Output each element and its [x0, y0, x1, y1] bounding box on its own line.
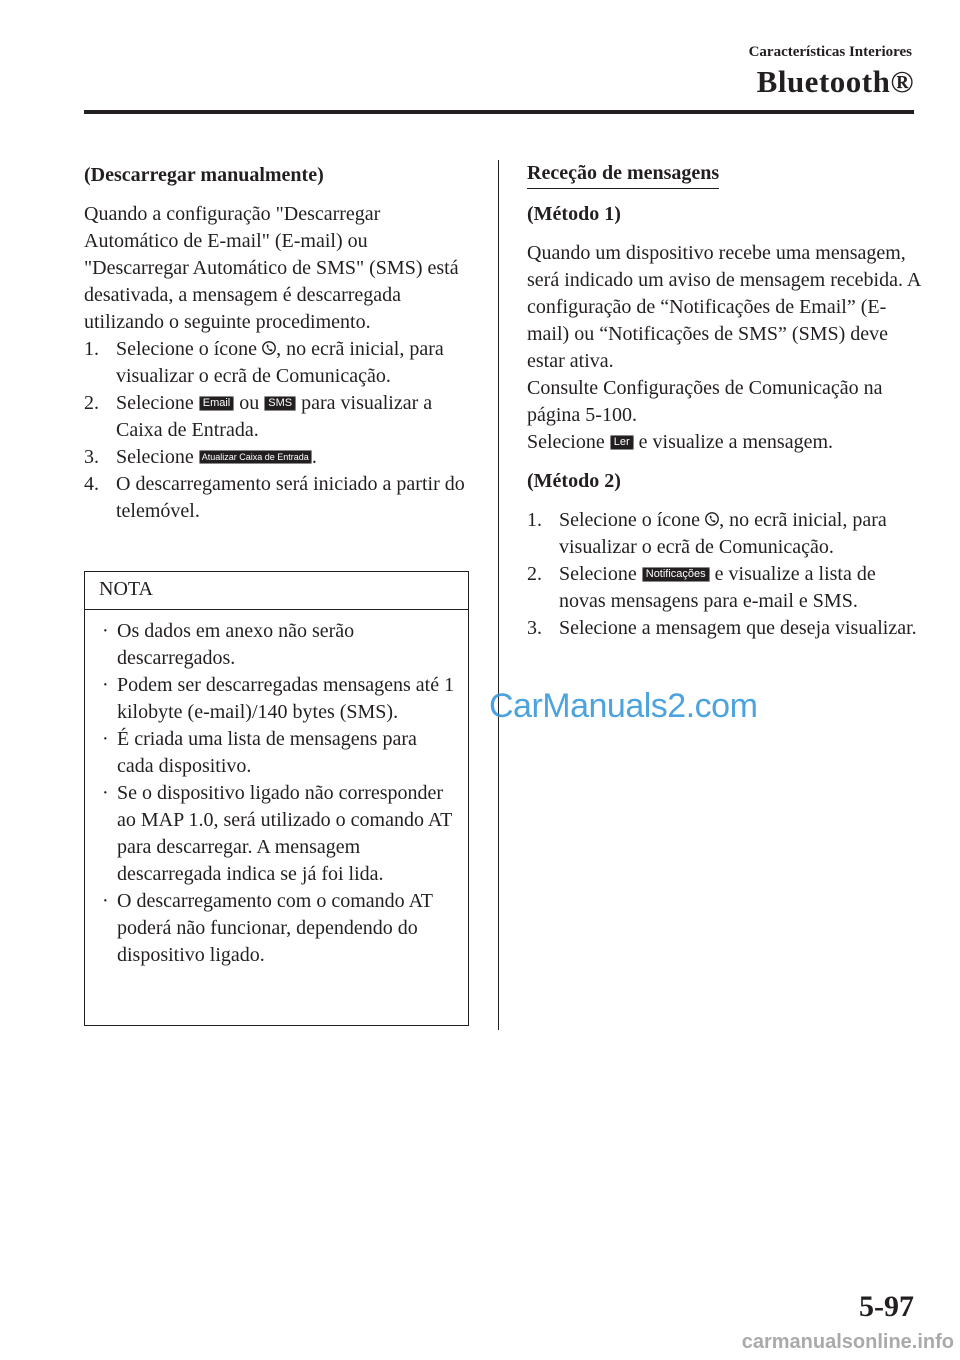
step-number: 1.	[527, 509, 542, 531]
step-text: Selecione o ícone	[559, 509, 701, 531]
step-text: para visualizar a Caixa de Entrada.	[116, 392, 433, 441]
step-number: 2.	[84, 392, 99, 414]
notifications-button: Notificações	[642, 567, 710, 582]
list-item	[84, 444, 474, 471]
section-label: Características Interiores	[748, 44, 912, 60]
step-text: , no ecrã inicial, para visualizar o ecrã de Comunicação.	[116, 338, 444, 387]
left-column	[84, 160, 474, 525]
list-item	[99, 726, 458, 780]
header-rule	[84, 110, 914, 114]
method1-paragraph: Quando um dispositivo recebe uma mensagem, será indicado um aviso de mensagem recebida. A configuração de “Notificações de Email” (E-mail) ou “Notificações de SMS” (SMS) deve estar ativa.	[527, 242, 921, 372]
bullet: ·	[102, 890, 109, 912]
step-text: ou	[239, 392, 260, 414]
list-item	[99, 672, 458, 726]
step-number: 1.	[84, 338, 99, 360]
step-text: , no ecrã inicial, para visualizar o ecrã de Comunicação.	[559, 509, 887, 558]
bullet: ·	[102, 728, 109, 750]
method1-title: (Método 1)	[527, 203, 621, 225]
refresh-inbox-button: Atualizar Caixa de Entrada	[199, 450, 312, 464]
step-number: 2.	[527, 563, 542, 585]
step-text: Selecione o ícone	[116, 338, 258, 360]
note-text: O descarregamento com o comando AT poderá não funcionar, dependendo do dispositivo ligado.	[117, 890, 433, 966]
receive-messages-heading: Receção de mensagens	[527, 160, 719, 189]
instruction-text: Selecione	[527, 431, 605, 453]
list-item	[99, 618, 458, 672]
bullet: ·	[102, 620, 109, 642]
email-button: Email	[199, 396, 235, 411]
manual-download-intro: Quando a configuração "Descarregar Automático de E-mail" (E-mail) ou "Descarregar Automático de SMS" (SMS) está desativada, a mensagem é descarregada utilizando o seguinte procedimento.	[84, 203, 459, 333]
page-number: 5-97	[859, 1290, 914, 1323]
note-title: NOTA	[85, 572, 468, 610]
step-text: O descarregamento será iniciado a partir do telemóvel.	[116, 473, 465, 522]
read-button: Ler	[610, 435, 634, 450]
step-text: Selecione a mensagem que deseja visualizar.	[559, 617, 917, 639]
step-text: Selecione	[116, 446, 194, 468]
step-text: .	[311, 446, 317, 468]
page-title: Bluetooth®	[756, 64, 914, 99]
right-column	[527, 160, 922, 642]
step-text: Selecione	[559, 563, 637, 585]
bullet: ·	[102, 674, 109, 696]
note-list	[85, 610, 468, 969]
manual-download-heading: (Descarregar manualmente)	[84, 164, 324, 186]
list-item	[84, 336, 474, 390]
watermark: CarManuals2.com	[489, 687, 758, 725]
method2-title: (Método 2)	[527, 470, 621, 492]
footer-site-mark: carmanualsonline.info	[741, 1331, 954, 1353]
phone-icon	[705, 511, 719, 527]
instruction-text: e visualize a mensagem.	[638, 431, 834, 453]
list-item	[84, 390, 474, 444]
list-item	[527, 615, 922, 642]
bullet: ·	[102, 782, 109, 804]
list-item	[527, 561, 922, 615]
list-item	[99, 888, 458, 969]
note-text: É criada uma lista de mensagens para cada dispositivo.	[117, 728, 417, 777]
list-item	[99, 780, 458, 888]
note-box	[84, 571, 469, 1026]
manual-download-steps	[84, 336, 474, 525]
list-item	[84, 471, 474, 525]
step-text: Selecione	[116, 392, 194, 414]
list-item	[527, 507, 922, 561]
step-text: e visualize a lista de novas mensagens para e-mail e SMS.	[559, 563, 876, 612]
sms-button: SMS	[264, 396, 296, 411]
note-text: Podem ser descarregadas mensagens até 1 kilobyte (e-mail)/140 bytes (SMS).	[117, 674, 455, 723]
phone-icon	[262, 340, 276, 356]
method2-steps	[527, 507, 922, 642]
column-divider	[498, 160, 499, 1030]
step-number: 3.	[527, 617, 542, 639]
step-number: 4.	[84, 473, 99, 495]
note-text: Se o dispositivo ligado não corresponder ao MAP 1.0, será utilizado o comando AT para descarregar. A mensagem descarregada indica se já foi lida.	[117, 782, 452, 885]
note-text: Os dados em anexo não serão descarregados.	[117, 620, 355, 669]
method1-read-instruction	[527, 429, 922, 456]
method1-reference: Consulte Configurações de Comunicação na página 5-100.	[527, 377, 883, 426]
step-number: 3.	[84, 446, 99, 468]
